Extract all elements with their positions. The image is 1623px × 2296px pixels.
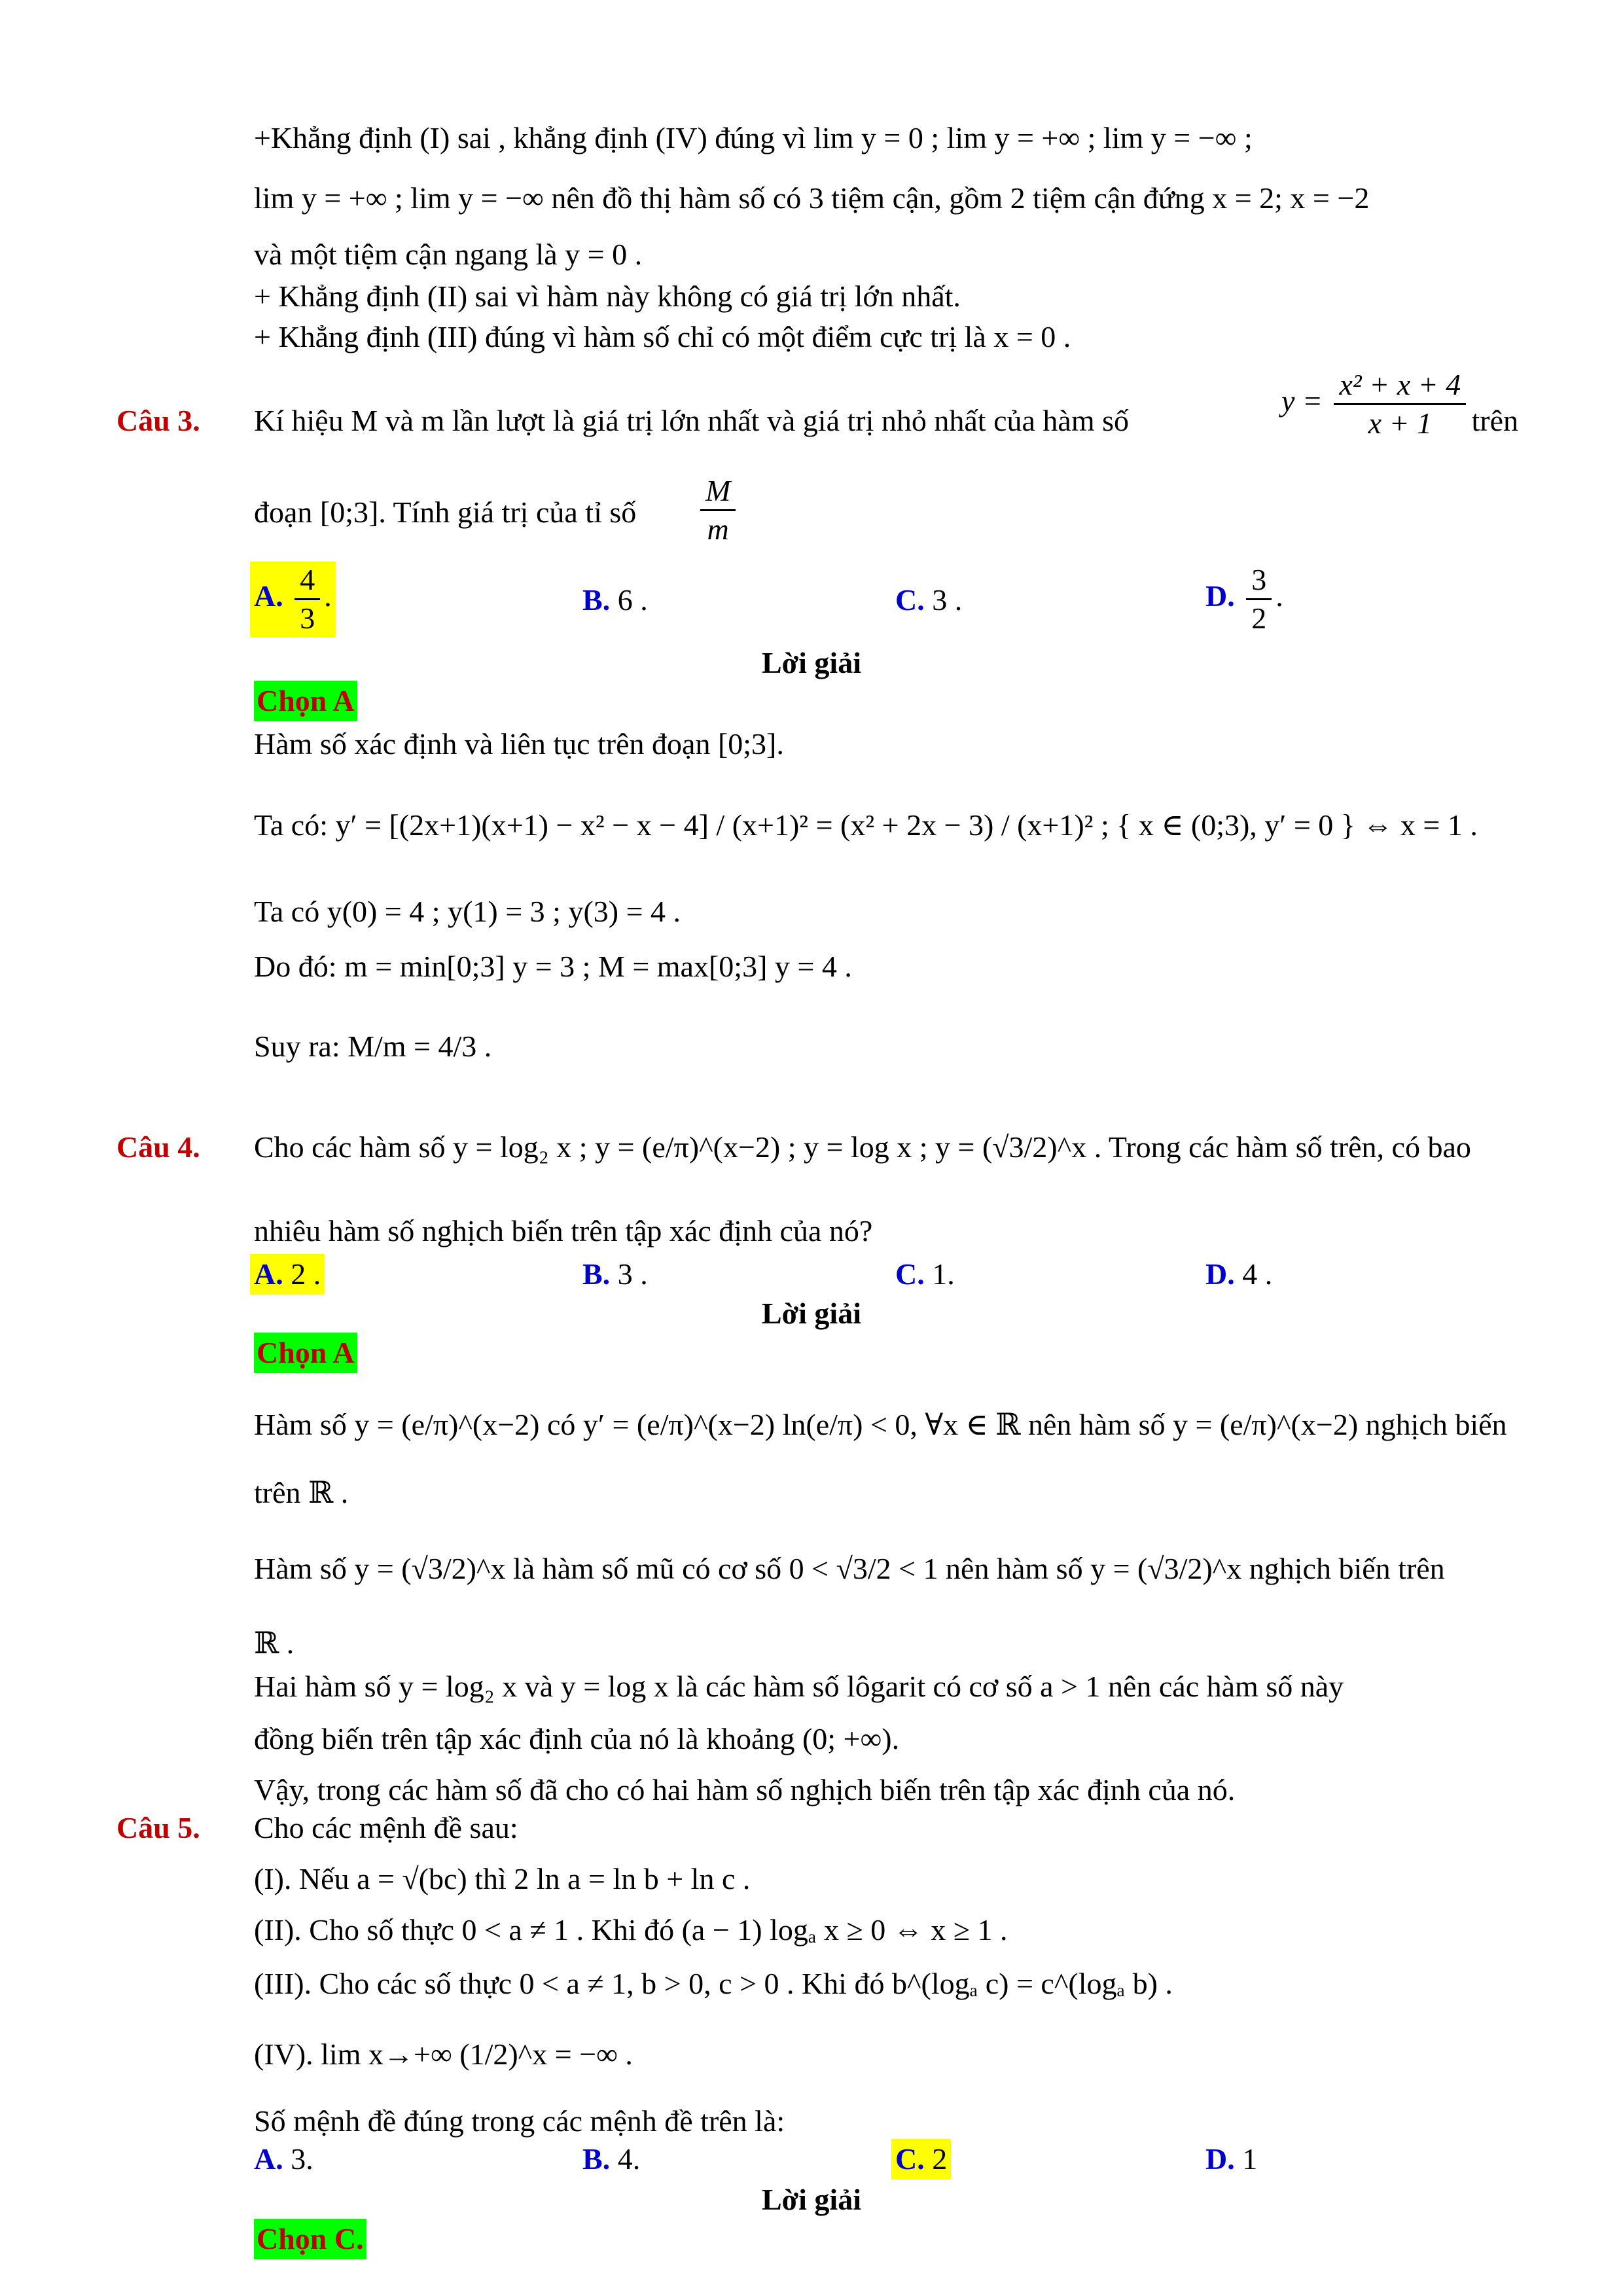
question-4-text-1: Cho các hàm số y = log₂ x ; y = (e/π)^(x−2) ; y = log x ; y = (√3/2)^x . Trong các hàm số trên, có bao [254,1130,1471,1164]
q4-option-a-letter: A. [254,1257,283,1291]
ratio-den: m [707,512,729,546]
q5-option-a-value: 3. [291,2142,313,2176]
q4-option-b-value: 3 . [617,1257,648,1291]
q4-option-c[interactable] [895,1254,955,1295]
q4-option-a[interactable] [250,1254,325,1295]
q5-statement-1: (I). Nếu a = √(bc) thì 2 ln a = ln b + ln c . [254,1862,751,1895]
q3-solution-4: Do đó: m = min[0;3] y = 3 ; M = max[0;3] y = 4 . [254,950,852,983]
question-4-text-2: nhiêu hàm số nghịch biến trên tập xác định của nó? [254,1214,873,1247]
question-3-ratio [700,473,736,548]
q4-solution-7: Vậy, trong các hàm số đã cho có hai hàm số nghịch biến trên tập xác định của nó. [254,1773,1236,1806]
q4-option-b[interactable] [582,1254,648,1295]
q5-option-a-letter: A. [254,2142,283,2176]
q4-option-c-letter: C. [895,1257,925,1291]
question-3-text-2 [254,474,1518,546]
ratio-num: M [700,473,736,511]
q5-statement-2: (II). Cho số thực 0 < a ≠ 1 . Khi đó (a − 1) logₐ x ≥ 0 ⇔ x ≥ 1 . [254,1913,1008,1946]
intro-line-5: + Khẳng định (III) đúng vì hàm số chỉ có một điểm cực trị là x = 0 . [254,320,1071,353]
q5-option-b[interactable] [582,2139,640,2179]
q3-option-b-value: 6 . [617,583,648,617]
q3-a-den: 3 [300,601,315,635]
q4-option-d-value: 4 . [1242,1257,1273,1291]
q3-solution-2: Ta có: y′ = [(2x+1)(x+1) − x² − x − 4] / (x+1)² = (x² + 2x − 3) / (x+1)² ; { x ∈ (0;3), y′ = 0 } ⇔ x = 1 . [254,808,1478,842]
q4-option-c-value: 1. [932,1257,955,1291]
question-3-function [1281,367,1470,442]
question-3-fraction [1334,367,1466,442]
question-3-stem: Kí hiệu M và m lần lượt là giá trị lớn nhất và giá trị nhỏ nhất của hàm số [254,404,1130,437]
intro-line-4: + Khẳng định (II) sai vì hàm này không có giá trị lớn nhất. [254,279,961,313]
q5-option-c-letter: C. [895,2142,925,2176]
question-4-label: Câu 4. [116,1130,200,1164]
q3-solution-1: Hàm số xác định và liên tục trên đoạn [0;3]. [254,727,784,761]
q5-option-b-letter: B. [582,2142,611,2176]
q4-option-d[interactable] [1205,1254,1272,1295]
q3-solution-3: Ta có y(0) = 4 ; y(1) = 3 ; y(3) = 4 . [254,895,681,928]
q3-option-d-fraction [1246,562,1272,637]
q5-option-c[interactable] [891,2139,951,2179]
q4-solution-2: trên ℝ . [254,1476,349,1509]
q4-option-d-letter: D. [1205,1257,1235,1291]
q4-chon-answer: Chọn A [254,1333,357,1373]
q5-option-c-value: 2 [932,2142,948,2176]
q3-chon-answer: Chọn A [254,681,357,721]
intro-line-2: lim y = +∞ ; lim y = −∞ nên đồ thị hàm số có 3 tiệm cận, gồm 2 tiệm cận đứng x = 2; x = −2 [254,181,1370,215]
q3-d-den: 2 [1251,601,1267,635]
q5-option-d-letter: D. [1205,2142,1235,2176]
q4-solution-4: ℝ . [254,1626,294,1660]
q5-option-d[interactable] [1205,2139,1257,2179]
q3-loi-giai-heading: Lời giải [762,646,861,679]
q5-statement-4: (IV). lim x→+∞ (1/2)^x = −∞ . [254,2037,633,2071]
q3-option-d-letter: D. [1205,579,1235,613]
q4-solution-5: Hai hàm số y = log₂ x và y = log x là các hàm số lôgarit có cơ số a > 1 nên các hàm số này [254,1670,1344,1703]
intro-line-1: +Khẳng định (I) sai , khẳng định (IV) đúng vì lim y = 0 ; lim y = +∞ ; lim y = −∞ ; [254,121,1253,154]
intro-line-3: và một tiệm cận ngang là y = 0 . [254,238,643,271]
question-3-tren: trên [1471,404,1518,437]
question-5-text-2: Số mệnh đề đúng trong các mệnh đề trên là: [254,2104,785,2138]
q4-option-a-value: 2 . [291,1257,321,1291]
q3-option-c-value: 3 . [932,583,963,617]
q3-d-num: 3 [1246,562,1272,600]
q3-option-b[interactable] [582,580,648,620]
question-3-label: Câu 3. [116,404,200,437]
question-3-text-1 [254,368,1518,441]
question-3-y-eq: y = [1281,384,1323,418]
question-5-text-1: Cho các mệnh đề sau: [254,1811,518,1844]
q4-solution-3: Hàm số y = (√3/2)^x là hàm số mũ có cơ số 0 < √3/2 < 1 nên hàm số y = (√3/2)^x nghịch biến trên [254,1552,1445,1585]
q4-solution-1: Hàm số y = (e/π)^(x−2) có y′ = (e/π)^(x−2) ln(e/π) < 0, ∀x ∈ ℝ nên hàm số y = (e/π)^(x−2) nghịch biến [254,1408,1507,1441]
q5-option-d-value: 1 [1242,2142,1258,2176]
q3-solution-5: Suy ra: M/m = 4/3 . [254,1030,492,1063]
q5-option-b-value: 4. [617,2142,641,2176]
q3-option-a-letter: A. [254,579,283,613]
q3-option-a-fraction [294,562,320,637]
q5-statement-3: (III). Cho các số thực 0 < a ≠ 1, b > 0, c > 0 . Khi đó b^(logₐ c) = c^(logₐ b) . [254,1967,1173,2000]
question-3-fraction-num: x² + x + 4 [1334,367,1466,405]
q3-option-c[interactable] [895,580,962,620]
q3-option-c-letter: C. [895,583,925,617]
q5-option-a[interactable] [254,2139,313,2179]
q3-option-b-letter: B. [582,583,611,617]
question-3-fraction-den: x + 1 [1368,406,1433,440]
question-5-label: Câu 5. [116,1811,200,1844]
q5-chon-answer: Chọn C. [254,2219,366,2259]
q4-option-b-letter: B. [582,1257,611,1291]
q3-option-a[interactable]: A. $\frac{4}{3}$ . [250,562,336,637]
q4-solution-6: đồng biến trên tập xác định của nó là khoảng (0; +∞). [254,1722,900,1755]
q4-loi-giai-heading: Lời giải [762,1297,861,1330]
q3-a-num: 4 [294,562,320,600]
q5-loi-giai-heading: Lời giải [762,2183,861,2216]
q3-option-d[interactable]: D. $\frac{3}{2}$ . [1205,562,1283,637]
question-3-stem-2: đoạn [0;3]. Tính giá trị của tỉ số [254,495,637,529]
